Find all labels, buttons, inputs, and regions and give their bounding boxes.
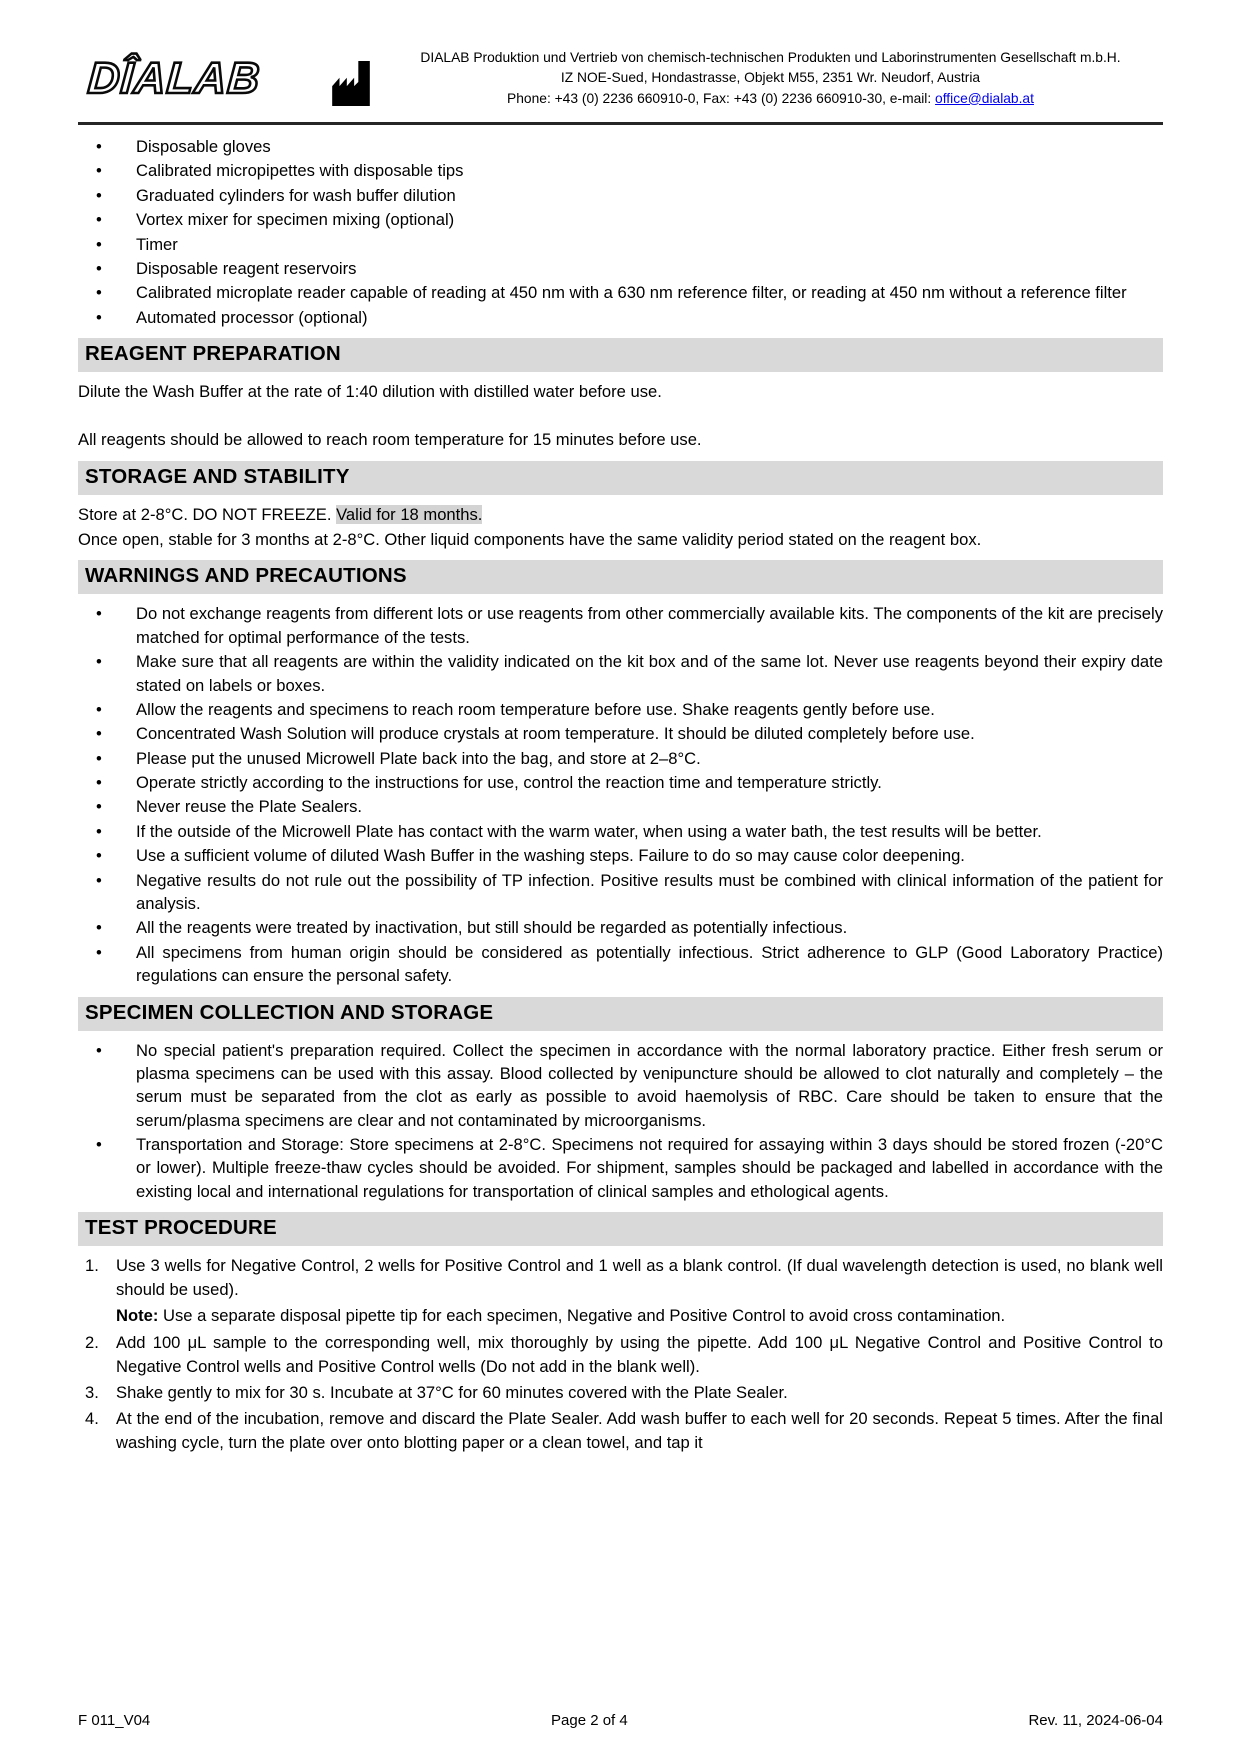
section-header-warnings-precautions: WARNINGS AND PRECAUTIONS (78, 560, 1163, 594)
footer-form-number: F 011_V04 (78, 1712, 151, 1729)
list-item: • Make sure that all reagents are within the validity indicated on the kit box and of the same lot. Never use reagents beyond their expiry date stated on labels or boxes. (78, 650, 1163, 697)
dialab-logo (88, 46, 328, 104)
procedure-step (78, 1407, 1163, 1454)
page-header (0, 0, 1241, 110)
paragraph: Once open, stable for 3 months at 2-8°C. Other liquid components have the same validity period stated on the reagent box. (78, 530, 982, 550)
warnings-list (78, 602, 1163, 987)
section-header-test-procedure: TEST PROCEDURE (78, 1212, 1163, 1246)
procedure-step (78, 1254, 1163, 1301)
document-body (0, 125, 1241, 1454)
step-number: 1. (85, 1256, 99, 1276)
list-item: • Negative results do not rule out the possibility of TP infection. Positive results must be combined with clinical information of the patient for analysis. (78, 869, 1163, 916)
list-item: • Calibrated microplate reader capable of reading at 450 nm with a 630 nm reference filter, or reading at 450 nm without a reference filter (78, 281, 1163, 304)
step-text: At the end of the incubation, remove and discard the Plate Sealer. Add wash buffer to each well for 20 seconds. Repeat 5 times. After the final washing cycle, turn the plate over onto blotting paper or a clean towel, and tap it (116, 1409, 1163, 1452)
step-number: 3. (85, 1383, 99, 1403)
blank-line (78, 405, 1163, 428)
phone-fax-text: Phone: +43 (0) 2236 660910-0, Fax: +43 (0) 2236 660910-30, e-mail: (507, 90, 936, 106)
validity-highlight: Valid for 18 months. (336, 504, 483, 524)
note-label: Note: (116, 1305, 159, 1325)
paragraph: All reagents should be allowed to reach room temperature for 15 minutes before use. (78, 430, 702, 450)
step-number: 4. (85, 1409, 99, 1429)
list-item: • No special patient's preparation required. Collect the specimen in accordance with the normal laboratory practice. Either fresh serum or plasma specimens can be used with this assay. Blood collected by venipuncture should be allowed to clot naturally and completely – the serum must be separated from the clot as early as possible to avoid haemolysis of RBC. Care should be taken to ensure that the serum/plasma specimens are clear and not contaminated by microorganisms. (78, 1039, 1163, 1133)
list-item: • If the outside of the Microwell Plate has contact with the warm water, when using a water bath, the test results will be better. (78, 820, 1163, 843)
list-item: • Do not exchange reagents from different lots or use reagents from other commercially available kits. The components of the kit are precisely matched for optimal performance of the tests. (78, 602, 1163, 649)
procedure-step (78, 1381, 1163, 1404)
section-header-specimen-collection: SPECIMEN COLLECTION AND STORAGE (78, 997, 1163, 1031)
list-item: • Transportation and Storage: Store specimens at 2-8°C. Specimens not required for assaying within 3 days should be stored frozen (-20°C or lower). Multiple freeze-thaw cycles should be avoided. For shipment, samples should be packaged and labelled in accordance with the existing local and international regulations for transportation of clinical samples and ethological agents. (78, 1133, 1163, 1203)
list-item: • All specimens from human origin should be considered as potentially infectious. Strict adherence to GLP (Good Laboratory Practice) regulations can ensure the personal safety. (78, 941, 1163, 988)
section-header-reagent-preparation: REAGENT PREPARATION (78, 338, 1163, 372)
procedure-step (78, 1331, 1163, 1378)
list-item: • All the reagents were treated by inactivation, but still should be regarded as potentially infectious. (78, 916, 1163, 939)
storage-text: Store at 2-8°C. DO NOT FREEZE. (78, 504, 337, 524)
page-footer (78, 1712, 1163, 1729)
manufacturer-factory-icon (328, 46, 380, 110)
step-text: Add 100 μL sample to the corresponding well, mix thoroughly by using the pipette. Add 100 μL Negative Control and Positive Control to Negative Control wells and Positive Control wells (Do not add in the blank well). (116, 1333, 1163, 1376)
dialab-logo-text: DÎALAB (86, 54, 262, 103)
list-item: • Please put the unused Microwell Plate back into the bag, and store at 2–8°C. (78, 747, 1163, 770)
list-item: • Automated processor (optional) (78, 306, 1163, 329)
procedure-steps (78, 1254, 1163, 1454)
company-contact-line (380, 89, 1161, 109)
list-item: • Operate strictly according to the instructions for use, control the reaction time and temperature strictly. (78, 771, 1163, 794)
list-item: • Concentrated Wash Solution will produce crystals at room temperature. It should be diluted completely before use. (78, 722, 1163, 745)
step-text: Shake gently to mix for 30 s. Incubate at 37°C for 60 minutes covered with the Plate Sealer. (116, 1383, 788, 1403)
paragraph: Dilute the Wash Buffer at the rate of 1:40 dilution with distilled water before use. (78, 382, 662, 402)
list-item: • Timer (78, 233, 1163, 256)
step-text: Use 3 wells for Negative Control, 2 wells for Positive Control and 1 well as a blank control. (If dual wavelength detection is used, no blank well should be used). (116, 1256, 1163, 1299)
list-item: • Allow the reagents and specimens to reach room temperature before use. Shake reagents gently before use. (78, 698, 1163, 721)
list-item: • Vortex mixer for specimen mixing (optional) (78, 208, 1163, 231)
email-link[interactable]: office@dialab.at (935, 90, 1034, 106)
equipment-list (78, 135, 1163, 329)
company-name-line: DIALAB Produktion und Vertrieb von chemisch-technischen Produkten und Laborinstrumenten Gesellschaft m.b.H. (420, 50, 1121, 65)
step-number: 2. (85, 1333, 99, 1353)
list-item: • Calibrated micropipettes with disposable tips (78, 159, 1163, 182)
list-item: • Graduated cylinders for wash buffer dilution (78, 184, 1163, 207)
list-item: • Disposable gloves (78, 135, 1163, 158)
company-address-line: IZ NOE-Sued, Hondastrasse, Objekt M55, 2351 Wr. Neudorf, Austria (560, 70, 981, 86)
section-header-storage-stability: STORAGE AND STABILITY (78, 461, 1163, 495)
list-item: • Use a sufficient volume of diluted Wash Buffer in the washing steps. Failure to do so may cause color deepening. (78, 844, 1163, 867)
footer-page-number: Page 2 of 4 (551, 1712, 628, 1729)
company-address-block (380, 46, 1161, 109)
storage-line (78, 503, 1163, 526)
note-text: Use a separate disposal pipette tip for each specimen, Negative and Positive Control to avoid cross contamination. (158, 1305, 1006, 1325)
footer-revision: Rev. 11, 2024-06-04 (1028, 1712, 1163, 1729)
procedure-note (116, 1304, 1163, 1327)
specimen-list (78, 1039, 1163, 1204)
list-item: • Never reuse the Plate Sealers. (78, 795, 1163, 818)
list-item: • Disposable reagent reservoirs (78, 257, 1163, 280)
